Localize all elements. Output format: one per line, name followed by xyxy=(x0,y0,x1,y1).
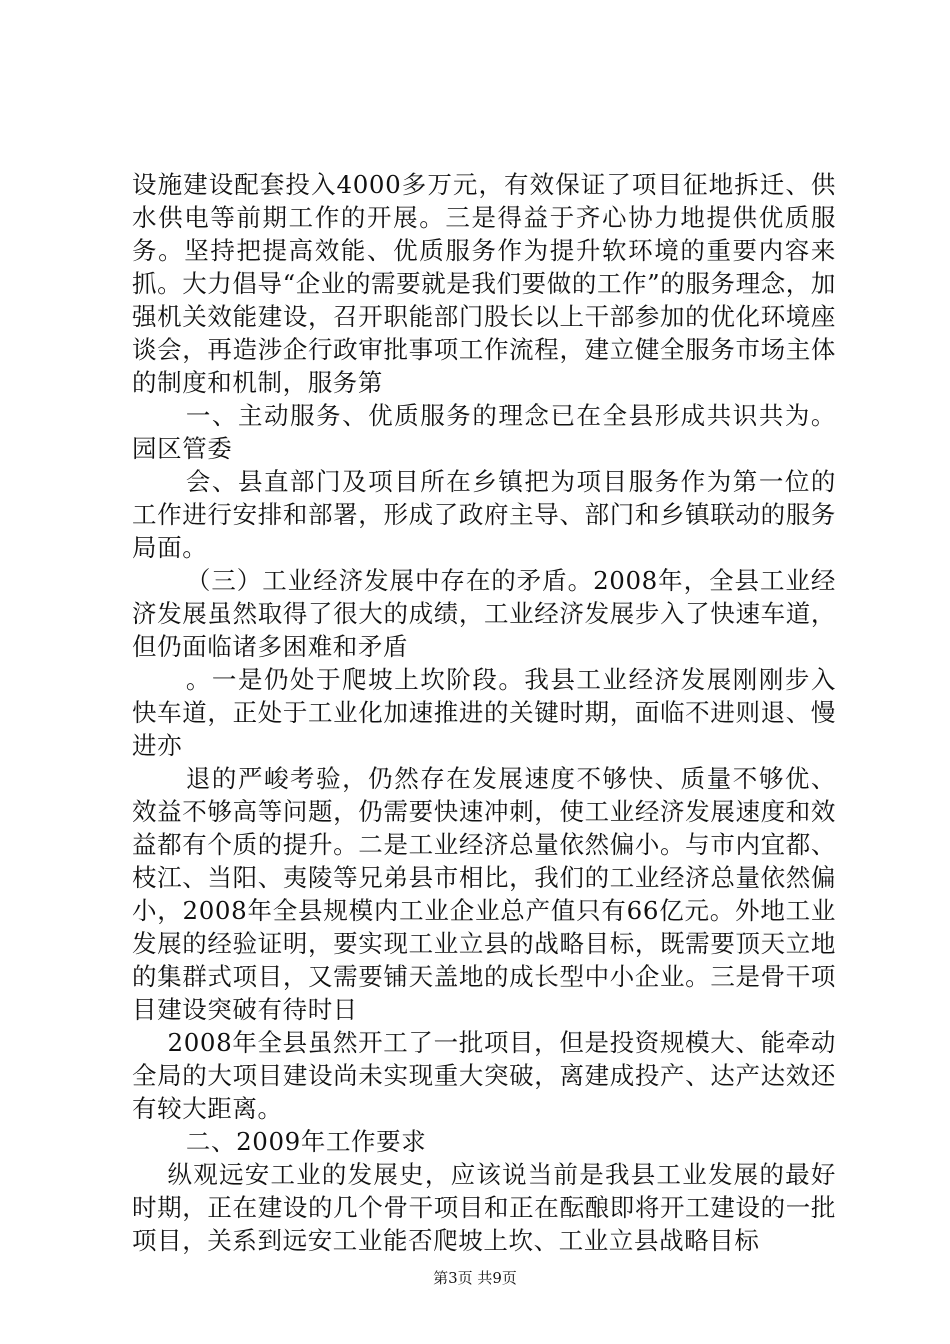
paragraph-6: 退的严峻考验，仍然存在发展速度不够快、质量不够优、效益不够高等问题，仍需要快速冲刺，使工业经济发展速度和效益都有个质的提升。二是工业经济总量依然偏小。与市内宜都、枝江、当阳、夷陵等兄弟县市相比，我们的工业经济总量依然偏小，2008年全县规模内工业企业总产值只有66亿元。外地工业发展的经验证明，要实现工业立县的战略目标，既需要顶天立地的集群式项目，又需要铺天盖地的成长型中小企业。三是骨干项目建设突破有待时日 xyxy=(132,764,836,1024)
paragraph-4: （三）工业经济发展中存在的矛盾。2008年，全县工业经济发展虽然取得了很大的成绩，工业经济发展步入了快速车道，但仍面临诸多困难和矛盾 xyxy=(132,566,836,661)
paragraph-9: 纵观远安工业的发展史，应该说当前是我县工业发展的最好时期，正在建设的几个骨干项目和正在酝酿即将开工建设的一批项目，关系到远安工业能否爬坡上坎、工业立县战略目标 xyxy=(132,1160,836,1255)
document-body xyxy=(132,168,836,1257)
page-footer: 第3页 共9页 xyxy=(433,1269,517,1287)
paragraph-5: 。一是仍处于爬坡上坎阶段。我县工业经济发展刚刚步入快车道，正处于工业化加速推进的关键时期，面临不进则退、慢进亦 xyxy=(132,665,836,760)
paragraph-7: 2008年全县虽然开工了一批项目，但是投资规模大、能牵动全局的大项目建设尚未实现重大突破，离建成投产、达产达效还有较大距离。 xyxy=(132,1028,836,1123)
paragraph-1: 设施建设配套投入4000多万元，有效保证了项目征地拆迁、供水供电等前期工作的开展。三是得益于齐心协力地提供优质服务。坚持把提高效能、优质服务作为提升软环境的重要内容来抓。大力倡导“企业的需要就是我们要做的工作”的服务理念，加强机关效能建设，召开职能部门股长以上干部参加的优化环境座谈会，再造涉企行政审批事项工作流程，建立健全服务市场主体的制度和机制，服务第 xyxy=(132,170,836,397)
paragraph-3: 会、县直部门及项目所在乡镇把为项目服务作为第一位的工作进行安排和部署，形成了政府主导、部门和乡镇联动的服务局面。 xyxy=(132,467,836,562)
paragraph-8: 二、2009年工作要求 xyxy=(185,1127,427,1156)
paragraph-2: 一、主动服务、优质服务的理念已在全县形成共识共为。园区管委 xyxy=(132,401,836,463)
